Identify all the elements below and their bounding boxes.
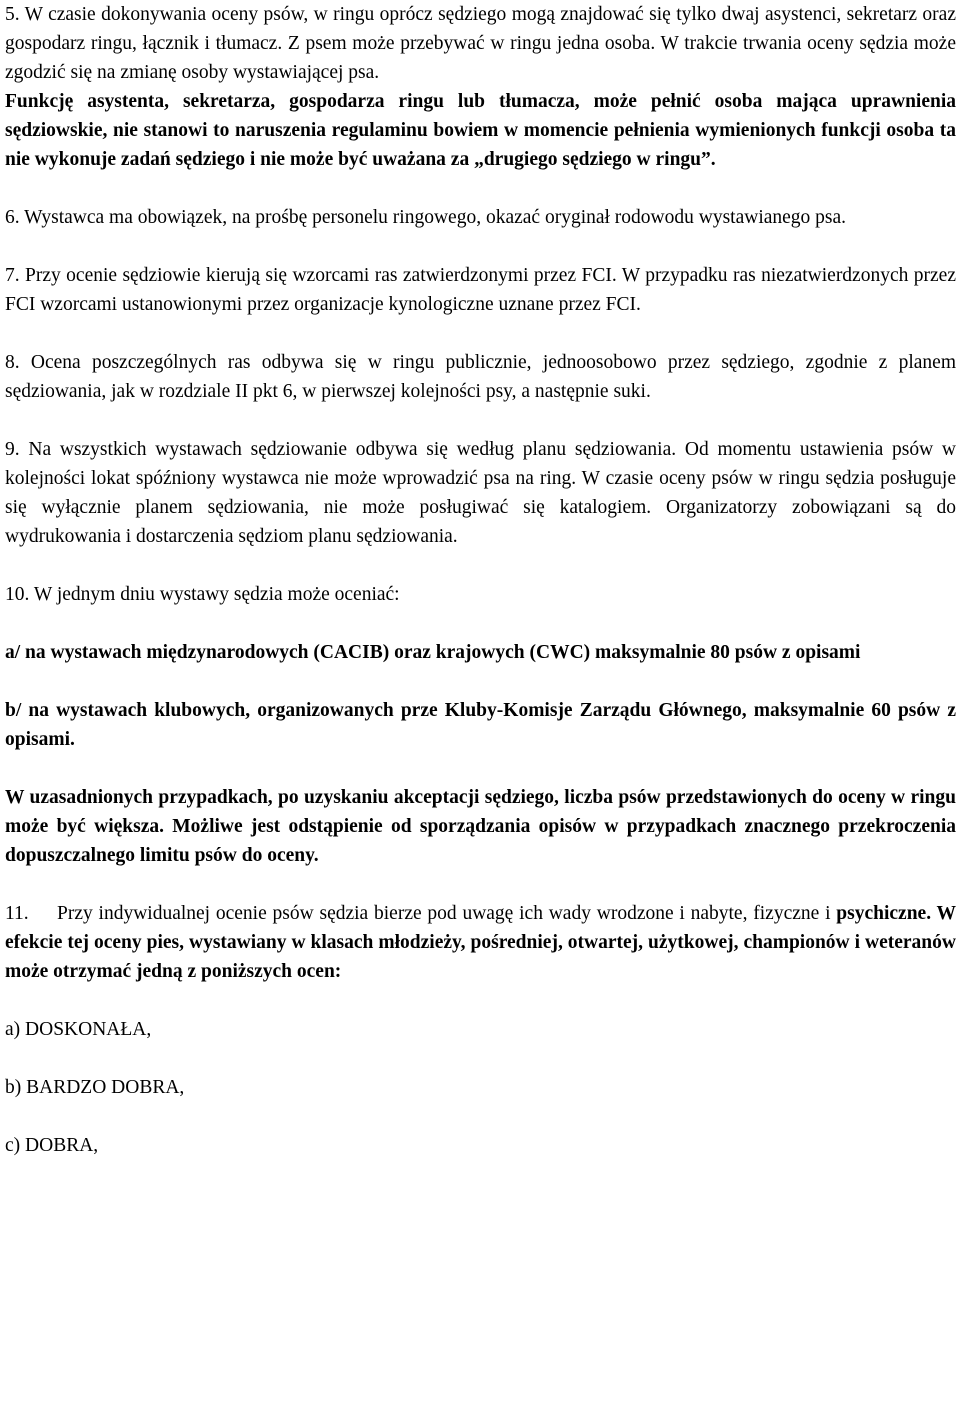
- paragraph-5: 5. W czasie dokonywania oceny psów, w ringu oprócz sędziego mogą znajdować się tylko dwaj asystenci, sekretarz oraz gospodarz ringu, łącznik i tłumacz. Z psem może przebywać w ringu jedna osoba. W trakcie trwania oceny sędzia może zgodzić się na zmianę osoby wystawiającej psa.: [5, 4, 956, 83]
- paragraph-11-number: 11.: [5, 903, 29, 924]
- grade-item: a) DOSKONAŁA,: [5, 1019, 152, 1040]
- paragraph-5-note: Funkcję asystenta, sekretarza, gospodarza ringu lub tłumacza, może pełnić osoba mająca uprawnienia sędziowskie, nie stanowi to naruszenia regulaminu bowiem w momencie pełnienia wymienionych funkcji osoba ta nie wykonuje zadań sędziego i nie może być uważana za „drugiego sędziego w ringu”.: [5, 91, 956, 170]
- paragraph-11-text: Przy indywidualnej ocenie psów sędzia bierze pod uwagę ich wady wrodzone i nabyte, fizyczne i: [57, 903, 831, 924]
- paragraph-10-exception: W uzasadnionych przypadkach, po uzyskaniu akceptacji sędziego, liczba psów przedstawionych do oceny w ringu może być większa. Możliwe jest odstąpienie od sporządzania opisów w przypadkach znacznego przekroczenia dopuszczalnego limitu psów do oceny.: [5, 787, 956, 866]
- paragraph-10-a: a/ na wystawach międzynarodowych (CACIB) oraz krajowych (CWC) maksymalnie 80 psów z opisami: [5, 642, 861, 663]
- grade-item: b) BARDZO DOBRA,: [5, 1077, 185, 1098]
- paragraph-7: 7. Przy ocenie sędziowie kierują się wzorcami ras zatwierdzonymi przez FCI. W przypadku ras niezatwierdzonych przez FCI wzorcami ustanowionymi przez organizacje kynologiczne uznane przez FCI.: [5, 265, 956, 315]
- paragraph-11-bold-text: psychiczne. W efekcie tej oceny pies, wystawiany w klasach młodzieży, pośredniej, otwartej, użytkowej, championów i weteranów może otrzymać jedną z poniższych ocen:: [5, 903, 956, 982]
- grade-item: c) DOBRA,: [5, 1135, 99, 1156]
- paragraph-6: 6. Wystawca ma obowiązek, na prośbę personelu ringowego, okazać oryginał rodowodu wystawianego psa.: [5, 207, 847, 228]
- paragraph-9: 9. Na wszystkich wystawach sędziowanie odbywa się według planu sędziowania. Od momentu ustawienia psów w kolejności lokat spóźniony wystawca nie może wprowadzić psa na ring. W czasie oceny psów w ringu sędzia posługuje się wyłącznie planem sędziowania, nie może posługiwać się katalogiem. Organizatorzy zobowiązani są do wydrukowania i dostarczenia sędziom planu sędziowania.: [5, 439, 956, 547]
- paragraph-10-b: b/ na wystawach klubowych, organizowanych prze Kluby-Komisje Zarządu Głównego, maksymalnie 60 psów z opisami.: [5, 700, 956, 750]
- paragraph-8: 8. Ocena poszczególnych ras odbywa się w ringu publicznie, jednoosobowo przez sędziego, zgodnie z planem sędziowania, jak w rozdziale II pkt 6, w pierwszej kolejności psy, a następnie suki.: [5, 352, 956, 402]
- paragraph-11: [5, 899, 956, 986]
- paragraph-10: 10. W jednym dniu wystawy sędzia może oceniać:: [5, 584, 400, 605]
